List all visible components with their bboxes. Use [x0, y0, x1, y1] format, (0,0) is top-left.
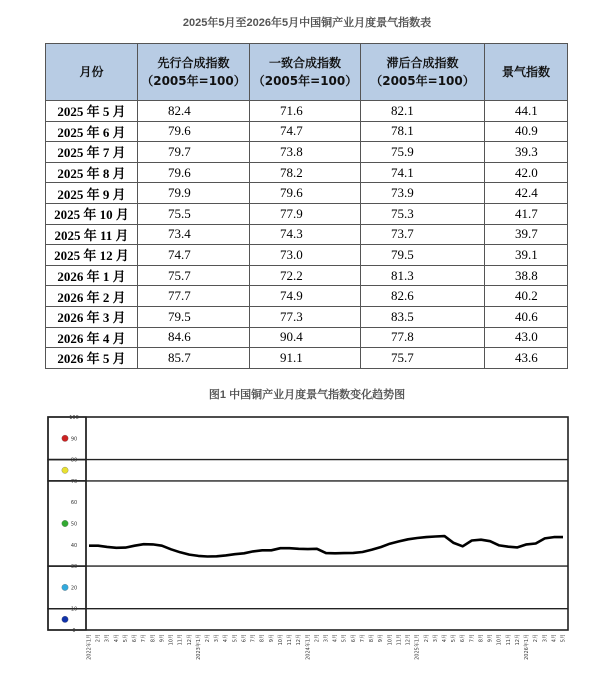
header-leading-index: 先行合成指数 （2005年=100） — [138, 44, 250, 101]
band-signal-light-icon — [62, 584, 68, 590]
y-tick-label: 60 — [70, 500, 78, 507]
row-value-cell: 77.8 — [361, 327, 485, 348]
row-value-cell: 38.8 — [485, 265, 568, 286]
header-prosperity-index: 景气指数 — [485, 44, 568, 101]
row-value-cell: 44.1 — [485, 101, 568, 122]
table-row — [46, 327, 568, 348]
index-table — [45, 43, 568, 369]
x-tick-label: 3月 — [323, 634, 330, 643]
x-tick-label: 10月 — [387, 634, 394, 646]
row-value-cell: 39.7 — [485, 224, 568, 245]
x-tick-label: 8月 — [478, 634, 485, 643]
row-value-cell: 79.6 — [250, 183, 361, 204]
row-month-cell: 2025 年 5 月 — [46, 101, 138, 122]
y-tick-label: 100 — [69, 415, 79, 421]
x-tick-label: 2月 — [314, 634, 321, 643]
y-tick-label: 70 — [70, 478, 78, 485]
x-tick-label: 2026年1月 — [524, 634, 530, 660]
row-value-cell: 75.7 — [138, 265, 250, 286]
row-value-cell: 75.5 — [138, 203, 250, 224]
x-tick-label: 10月 — [168, 634, 175, 646]
plot-frame — [48, 417, 568, 630]
table-row — [46, 162, 568, 183]
band-signal-light-icon — [62, 467, 68, 473]
x-tick-label: 7月 — [469, 634, 476, 643]
row-value-cell: 74.9 — [250, 286, 361, 307]
x-tick-label: 9月 — [268, 634, 275, 643]
band-signal-light-icon — [62, 435, 68, 441]
x-tick-label: 7月 — [250, 634, 257, 643]
y-tick-label: 20 — [70, 585, 78, 592]
table-row — [46, 121, 568, 142]
x-tick-label: 9月 — [487, 634, 494, 643]
row-month-cell: 2026 年 4 月 — [46, 327, 138, 348]
row-month-cell: 2025 年 8 月 — [46, 162, 138, 183]
row-value-cell: 84.6 — [138, 327, 250, 348]
x-tick-label: 5月 — [451, 634, 458, 643]
row-value-cell: 82.1 — [361, 101, 485, 122]
y-tick-label: 50 — [70, 521, 78, 528]
x-tick-label: 11月 — [396, 634, 403, 646]
row-value-cell: 85.7 — [138, 348, 250, 369]
table-row — [46, 286, 568, 307]
row-value-cell: 78.2 — [250, 162, 361, 183]
x-tick-label: 8月 — [150, 634, 157, 643]
x-tick-label: 11月 — [505, 634, 512, 646]
row-value-cell: 78.1 — [361, 121, 485, 142]
table-header-row — [46, 44, 568, 101]
x-tick-label: 2月 — [205, 634, 211, 643]
x-tick-label: 4月 — [113, 634, 120, 643]
row-value-cell: 83.5 — [361, 306, 485, 327]
x-tick-label: 12月 — [405, 634, 412, 646]
row-month-cell: 2025 年 7 月 — [46, 142, 138, 163]
x-tick-label: 2月 — [95, 634, 102, 643]
row-month-cell: 2026 年 3 月 — [46, 306, 138, 327]
x-tick-label: 5月 — [560, 634, 567, 643]
row-value-cell: 79.5 — [138, 306, 250, 327]
table-row — [46, 183, 568, 204]
row-value-cell: 77.9 — [250, 203, 361, 224]
row-value-cell: 40.6 — [485, 306, 568, 327]
row-value-cell: 75.3 — [361, 203, 485, 224]
row-value-cell: 74.3 — [250, 224, 361, 245]
row-value-cell: 81.3 — [361, 265, 485, 286]
x-tick-label: 2023年1月 — [195, 634, 202, 660]
x-tick-label: 3月 — [104, 634, 111, 643]
y-tick-label: 0 — [72, 628, 76, 634]
x-tick-label: 9月 — [159, 634, 166, 643]
x-tick-label: 12月 — [296, 634, 303, 646]
header-lagging-index: 滞后合成指数 （2005年=100） — [361, 44, 485, 101]
row-month-cell: 2026 年 2 月 — [46, 286, 138, 307]
row-value-cell: 79.9 — [138, 183, 250, 204]
row-value-cell: 91.1 — [250, 348, 361, 369]
row-value-cell: 40.2 — [485, 286, 568, 307]
x-tick-label: 11月 — [177, 634, 184, 646]
table-row — [46, 265, 568, 286]
row-value-cell: 43.0 — [485, 327, 568, 348]
x-tick-label: 12月 — [514, 634, 521, 646]
y-tick-label: 40 — [70, 542, 78, 549]
row-value-cell: 75.9 — [361, 142, 485, 163]
y-tick-label: 90 — [70, 436, 78, 443]
x-tick-label: 5月 — [123, 634, 129, 643]
x-tick-label: 2022年1月 — [86, 634, 93, 660]
row-value-cell: 82.6 — [361, 286, 485, 307]
table-title: 2025年5月至2026年5月中国铜产业月度景气指数表 — [182, 17, 432, 29]
row-value-cell: 90.4 — [250, 327, 361, 348]
row-value-cell: 39.3 — [485, 142, 568, 163]
x-tick-label: 6月 — [350, 634, 357, 643]
x-tick-label: 6月 — [241, 634, 248, 643]
header-coincident-index: 一致合成指数 （2005年=100） — [250, 44, 361, 101]
row-value-cell: 77.7 — [138, 286, 250, 307]
row-month-cell: 2025 年 12 月 — [46, 245, 138, 266]
x-tick-label: 4月 — [442, 634, 448, 643]
row-value-cell: 74.1 — [361, 162, 485, 183]
x-tick-label: 2024年1月 — [305, 634, 312, 660]
band-signal-light-icon — [62, 616, 68, 622]
row-value-cell: 79.5 — [361, 245, 485, 266]
row-value-cell: 73.7 — [361, 224, 485, 245]
table-row — [46, 348, 568, 369]
header-month: 月份 — [46, 44, 138, 101]
table-row — [46, 224, 568, 245]
x-tick-label: 10月 — [277, 634, 284, 646]
row-value-cell: 42.4 — [485, 183, 568, 204]
x-tick-label: 3月 — [214, 634, 221, 643]
row-value-cell: 79.6 — [138, 162, 250, 183]
row-value-cell: 43.6 — [485, 348, 568, 369]
x-tick-label: 6月 — [460, 634, 467, 643]
x-tick-label: 7月 — [360, 634, 366, 643]
x-tick-label: 2025年1月 — [414, 634, 421, 660]
x-tick-label: 2月 — [533, 634, 540, 643]
row-value-cell: 40.9 — [485, 121, 568, 142]
row-month-cell: 2025 年 10 月 — [46, 203, 138, 224]
x-tick-label: 3月 — [432, 634, 439, 643]
x-tick-label: 6月 — [132, 634, 139, 643]
row-month-cell: 2025 年 6 月 — [46, 121, 138, 142]
x-tick-label: 4月 — [332, 634, 339, 643]
x-tick-label: 8月 — [259, 634, 266, 643]
table-row — [46, 203, 568, 224]
row-value-cell: 79.6 — [138, 121, 250, 142]
row-month-cell: 2025 年 11 月 — [46, 224, 138, 245]
table-row — [46, 101, 568, 122]
row-value-cell: 42.0 — [485, 162, 568, 183]
row-month-cell: 2025 年 9 月 — [46, 183, 138, 204]
prosperity-trend-chart — [0, 405, 614, 678]
row-value-cell: 72.2 — [250, 265, 361, 286]
chart-title: 图1 中国铜产业月度景气指数变化趋势图 — [208, 389, 406, 401]
x-tick-label: 10月 — [496, 634, 503, 646]
row-value-cell: 73.4 — [138, 224, 250, 245]
x-tick-label: 3月 — [542, 634, 549, 643]
row-value-cell: 73.9 — [361, 183, 485, 204]
row-value-cell: 77.3 — [250, 306, 361, 327]
row-value-cell: 74.7 — [250, 121, 361, 142]
band-signal-light-icon — [62, 520, 68, 526]
row-month-cell: 2026 年 5 月 — [46, 348, 138, 369]
y-tick-label: 30 — [70, 564, 78, 571]
row-value-cell: 41.7 — [485, 203, 568, 224]
row-value-cell: 75.7 — [361, 348, 485, 369]
x-tick-label: 7月 — [141, 634, 148, 643]
row-month-cell: 2026 年 1 月 — [46, 265, 138, 286]
row-value-cell: 82.4 — [138, 101, 250, 122]
row-value-cell: 79.7 — [138, 142, 250, 163]
x-tick-label: 8月 — [369, 634, 376, 643]
x-tick-label: 5月 — [341, 634, 348, 643]
x-tick-label: 2月 — [423, 634, 430, 643]
row-value-cell: 74.7 — [138, 245, 250, 266]
x-tick-label: 4月 — [223, 634, 230, 643]
x-tick-label: 9月 — [378, 634, 385, 643]
x-tick-label: 11月 — [287, 634, 293, 646]
row-value-cell: 39.1 — [485, 245, 568, 266]
row-value-cell: 73.0 — [250, 245, 361, 266]
y-tick-label: 80 — [70, 457, 78, 464]
y-tick-label: 10 — [70, 606, 78, 613]
table-row — [46, 245, 568, 266]
row-value-cell: 71.6 — [250, 101, 361, 122]
x-tick-label: 5月 — [232, 634, 239, 643]
table-row — [46, 306, 568, 327]
x-tick-label: 12月 — [186, 634, 193, 646]
x-tick-label: 4月 — [551, 634, 558, 643]
table-row — [46, 142, 568, 163]
row-value-cell: 73.8 — [250, 142, 361, 163]
